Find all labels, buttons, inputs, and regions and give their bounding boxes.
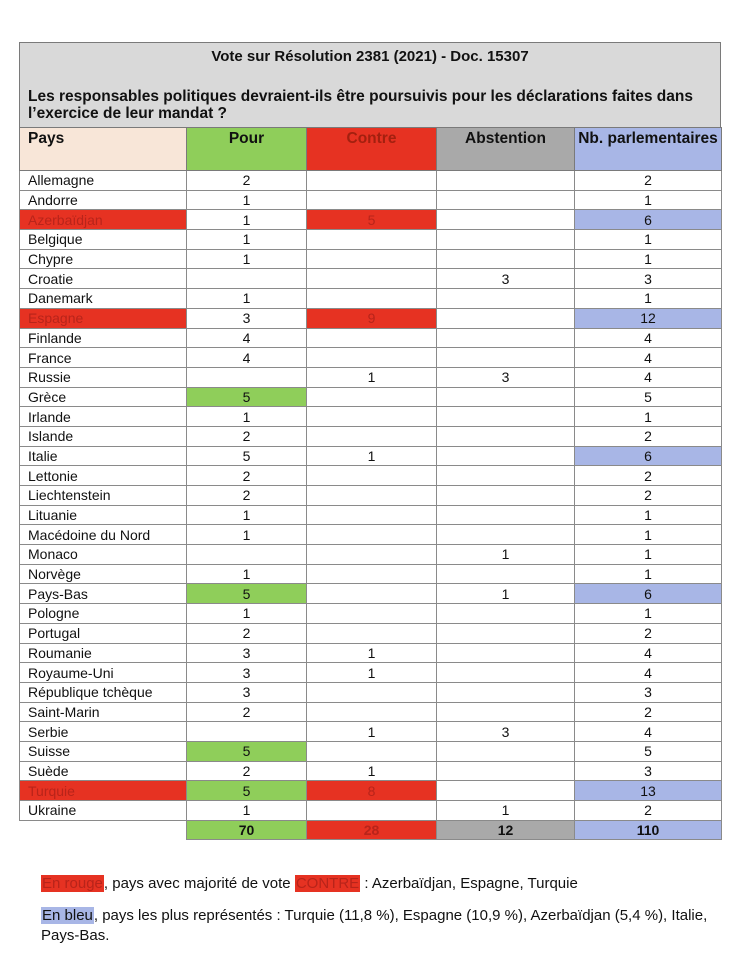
cell-pour: 1 (187, 210, 307, 230)
cell-contre (307, 564, 437, 584)
table-row (20, 230, 722, 250)
cell-contre: 1 (307, 446, 437, 466)
cell-pays: Pays-Bas (20, 584, 187, 604)
cell-contre (307, 545, 437, 565)
cell-nb: 3 (575, 269, 722, 289)
cell-nb: 12 (575, 308, 722, 328)
table-row (20, 801, 722, 821)
legend-blue-text: , pays les plus représentés : Turquie (11,8 %), Espagne (10,9 %), Azerbaïdjan (5,4 %), Italie, Pays-Bas. (41, 907, 708, 944)
vote-question: Les responsables politiques devraient-ils être poursuivis pour les déclarations faites dans l’exercice de leur mandat ? (28, 88, 693, 122)
cell-pays: Belgique (20, 230, 187, 250)
cell-contre (307, 505, 437, 525)
cell-contre: 1 (307, 722, 437, 742)
document-title: Vote sur Résolution 2381 (2021) - Doc. 15307 (211, 48, 529, 65)
cell-abstention (437, 781, 575, 801)
table-row (20, 328, 722, 348)
cell-contre: 1 (307, 643, 437, 663)
cell-contre (307, 348, 437, 368)
cell-abstention (437, 505, 575, 525)
cell-pays: Macédoine du Nord (20, 525, 187, 545)
cell-nb: 6 (575, 584, 722, 604)
cell-abstention (437, 387, 575, 407)
cell-pour: 5 (187, 741, 307, 761)
cell-nb: 3 (575, 682, 722, 702)
cell-contre (307, 269, 437, 289)
cell-abstention (437, 289, 575, 309)
cell-contre (307, 426, 437, 446)
header-pour: Pour (187, 128, 307, 171)
cell-pour: 2 (187, 623, 307, 643)
cell-nb: 1 (575, 289, 722, 309)
table-body (20, 171, 722, 821)
cell-pour: 2 (187, 486, 307, 506)
cell-contre: 5 (307, 210, 437, 230)
table-row (20, 249, 722, 269)
table-row (20, 171, 722, 191)
cell-nb: 13 (575, 781, 722, 801)
cell-pays: Chypre (20, 249, 187, 269)
table-row (20, 289, 722, 309)
header-pays: Pays (20, 128, 187, 171)
cell-pour (187, 367, 307, 387)
legend-red-text-1: , pays avec majorité de vote (103, 875, 295, 892)
cell-pour: 1 (187, 230, 307, 250)
legend-blue-line (41, 906, 731, 946)
table-row (20, 308, 722, 328)
total-abstention: 12 (437, 820, 575, 840)
cell-pour: 2 (187, 426, 307, 446)
cell-pays: République tchèque (20, 682, 187, 702)
table-row (20, 367, 722, 387)
cell-pour: 1 (187, 525, 307, 545)
cell-abstention (437, 604, 575, 624)
cell-contre (307, 407, 437, 427)
cell-pays: Turquie (20, 781, 187, 801)
cell-nb: 1 (575, 230, 722, 250)
cell-pour: 2 (187, 761, 307, 781)
table-row (20, 623, 722, 643)
total-nb-parlementaires: 110 (575, 820, 722, 840)
cell-contre (307, 525, 437, 545)
legend-red-keyword: CONTRE (295, 875, 360, 892)
cell-pour (187, 269, 307, 289)
cell-pour: 5 (187, 446, 307, 466)
cell-abstention (437, 761, 575, 781)
cell-abstention (437, 466, 575, 486)
cell-pays: Lettonie (20, 466, 187, 486)
totals-row (20, 820, 722, 840)
cell-pays: Monaco (20, 545, 187, 565)
table-row (20, 604, 722, 624)
cell-abstention (437, 663, 575, 683)
cell-contre (307, 741, 437, 761)
cell-pays: Pologne (20, 604, 187, 624)
cell-pays: Ukraine (20, 801, 187, 821)
table-row (20, 446, 722, 466)
cell-pays: Danemark (20, 289, 187, 309)
total-pour: 70 (187, 820, 307, 840)
cell-contre (307, 702, 437, 722)
cell-pays: Saint-Marin (20, 702, 187, 722)
cell-nb: 4 (575, 348, 722, 368)
cell-abstention (437, 446, 575, 466)
cell-nb: 4 (575, 663, 722, 683)
cell-abstention (437, 525, 575, 545)
header-abstention: Abstention (437, 128, 575, 171)
cell-pays: France (20, 348, 187, 368)
cell-contre (307, 387, 437, 407)
legend-blue-label: En bleu (42, 907, 93, 924)
cell-nb: 4 (575, 367, 722, 387)
cell-pour: 1 (187, 604, 307, 624)
table-row (20, 505, 722, 525)
cell-nb: 2 (575, 801, 722, 821)
cell-pays: Roumanie (20, 643, 187, 663)
cell-abstention (437, 230, 575, 250)
cell-pour: 1 (187, 505, 307, 525)
cell-pays: Irlande (20, 407, 187, 427)
cell-abstention (437, 171, 575, 191)
cell-pays: Serbie (20, 722, 187, 742)
cell-pays: Norvège (20, 564, 187, 584)
cell-abstention (437, 741, 575, 761)
cell-abstention (437, 328, 575, 348)
cell-pour: 1 (187, 564, 307, 584)
table-row (20, 426, 722, 446)
table-row (20, 545, 722, 565)
cell-pour: 3 (187, 682, 307, 702)
cell-pour: 1 (187, 407, 307, 427)
table-row (20, 584, 722, 604)
cell-contre: 1 (307, 367, 437, 387)
cell-pour (187, 722, 307, 742)
cell-nb: 6 (575, 210, 722, 230)
total-contre: 28 (307, 820, 437, 840)
cell-abstention (437, 407, 575, 427)
cell-abstention (437, 210, 575, 230)
cell-abstention (437, 643, 575, 663)
cell-contre: 1 (307, 761, 437, 781)
cell-pays: Espagne (20, 308, 187, 328)
header-nb-parlementaires: Nb. parlementaires (575, 128, 722, 171)
cell-pays: Azerbaïdjan (20, 210, 187, 230)
cell-abstention: 1 (437, 584, 575, 604)
legend-red-line (41, 874, 731, 894)
cell-pour: 1 (187, 190, 307, 210)
cell-nb: 1 (575, 564, 722, 584)
title-block (19, 42, 721, 127)
table-row (20, 564, 722, 584)
cell-nb: 1 (575, 525, 722, 545)
cell-contre (307, 486, 437, 506)
cell-pays: Italie (20, 446, 187, 466)
cell-contre (307, 230, 437, 250)
cell-contre (307, 623, 437, 643)
table-row (20, 643, 722, 663)
table-row (20, 682, 722, 702)
cell-pour: 3 (187, 663, 307, 683)
table-header-row (20, 128, 722, 171)
table-row (20, 663, 722, 683)
cell-nb: 2 (575, 171, 722, 191)
cell-pays: Suisse (20, 741, 187, 761)
cell-contre (307, 328, 437, 348)
cell-pour: 1 (187, 249, 307, 269)
cell-abstention (437, 426, 575, 446)
table-row (20, 210, 722, 230)
table-row (20, 407, 722, 427)
cell-contre (307, 190, 437, 210)
cell-pour: 5 (187, 387, 307, 407)
cell-abstention (437, 486, 575, 506)
cell-abstention: 3 (437, 269, 575, 289)
table-row (20, 269, 722, 289)
cell-abstention (437, 348, 575, 368)
cell-abstention (437, 623, 575, 643)
cell-pays: Suède (20, 761, 187, 781)
cell-nb: 1 (575, 505, 722, 525)
cell-nb: 1 (575, 604, 722, 624)
cell-nb: 4 (575, 643, 722, 663)
table-row (20, 387, 722, 407)
cell-contre (307, 249, 437, 269)
table-row (20, 486, 722, 506)
cell-pour: 3 (187, 643, 307, 663)
cell-pays: Liechtenstein (20, 486, 187, 506)
cell-nb: 2 (575, 466, 722, 486)
cell-nb: 1 (575, 545, 722, 565)
cell-pour: 1 (187, 289, 307, 309)
cell-abstention (437, 702, 575, 722)
cell-pour: 2 (187, 466, 307, 486)
cell-abstention (437, 682, 575, 702)
cell-abstention: 1 (437, 545, 575, 565)
table-row (20, 761, 722, 781)
table-row (20, 722, 722, 742)
cell-nb: 2 (575, 623, 722, 643)
cell-abstention: 1 (437, 801, 575, 821)
cell-contre (307, 171, 437, 191)
cell-contre (307, 289, 437, 309)
cell-nb: 5 (575, 387, 722, 407)
header-contre: Contre (307, 128, 437, 171)
cell-abstention (437, 564, 575, 584)
cell-abstention (437, 308, 575, 328)
cell-pour: 4 (187, 328, 307, 348)
table-row (20, 781, 722, 801)
cell-pour: 5 (187, 584, 307, 604)
cell-contre (307, 584, 437, 604)
cell-pays: Lituanie (20, 505, 187, 525)
table-row (20, 348, 722, 368)
cell-pour: 3 (187, 308, 307, 328)
cell-pour: 4 (187, 348, 307, 368)
cell-abstention: 3 (437, 722, 575, 742)
cell-contre: 1 (307, 663, 437, 683)
cell-nb: 3 (575, 761, 722, 781)
legend (41, 874, 731, 946)
cell-pays: Russie (20, 367, 187, 387)
cell-nb: 6 (575, 446, 722, 466)
table-row (20, 466, 722, 486)
cell-nb: 2 (575, 486, 722, 506)
cell-pays: Andorre (20, 190, 187, 210)
cell-pour: 5 (187, 781, 307, 801)
table-row (20, 525, 722, 545)
vote-sheet (19, 42, 721, 840)
cell-pays: Croatie (20, 269, 187, 289)
cell-nb: 4 (575, 722, 722, 742)
cell-contre: 9 (307, 308, 437, 328)
cell-abstention: 3 (437, 367, 575, 387)
cell-contre (307, 604, 437, 624)
cell-abstention (437, 249, 575, 269)
cell-nb: 2 (575, 702, 722, 722)
cell-contre: 8 (307, 781, 437, 801)
cell-pays: Portugal (20, 623, 187, 643)
totals-label-cell (20, 820, 187, 840)
cell-pour (187, 545, 307, 565)
cell-nb: 4 (575, 328, 722, 348)
cell-nb: 1 (575, 249, 722, 269)
table-row (20, 702, 722, 722)
cell-pays: Royaume-Uni (20, 663, 187, 683)
cell-pays: Finlande (20, 328, 187, 348)
cell-pays: Allemagne (20, 171, 187, 191)
cell-pays: Islande (20, 426, 187, 446)
table-row (20, 741, 722, 761)
cell-nb: 5 (575, 741, 722, 761)
vote-table (19, 127, 722, 840)
cell-pays: Grèce (20, 387, 187, 407)
cell-nb: 2 (575, 426, 722, 446)
cell-pour: 1 (187, 801, 307, 821)
cell-nb: 1 (575, 190, 722, 210)
legend-red-label: En rouge (42, 875, 103, 892)
cell-abstention (437, 190, 575, 210)
cell-contre (307, 466, 437, 486)
legend-red-text-2: : Azerbaïdjan, Espagne, Turquie (360, 875, 578, 892)
cell-nb: 1 (575, 407, 722, 427)
cell-pour: 2 (187, 702, 307, 722)
cell-contre (307, 682, 437, 702)
cell-pour: 2 (187, 171, 307, 191)
cell-contre (307, 801, 437, 821)
table-row (20, 190, 722, 210)
